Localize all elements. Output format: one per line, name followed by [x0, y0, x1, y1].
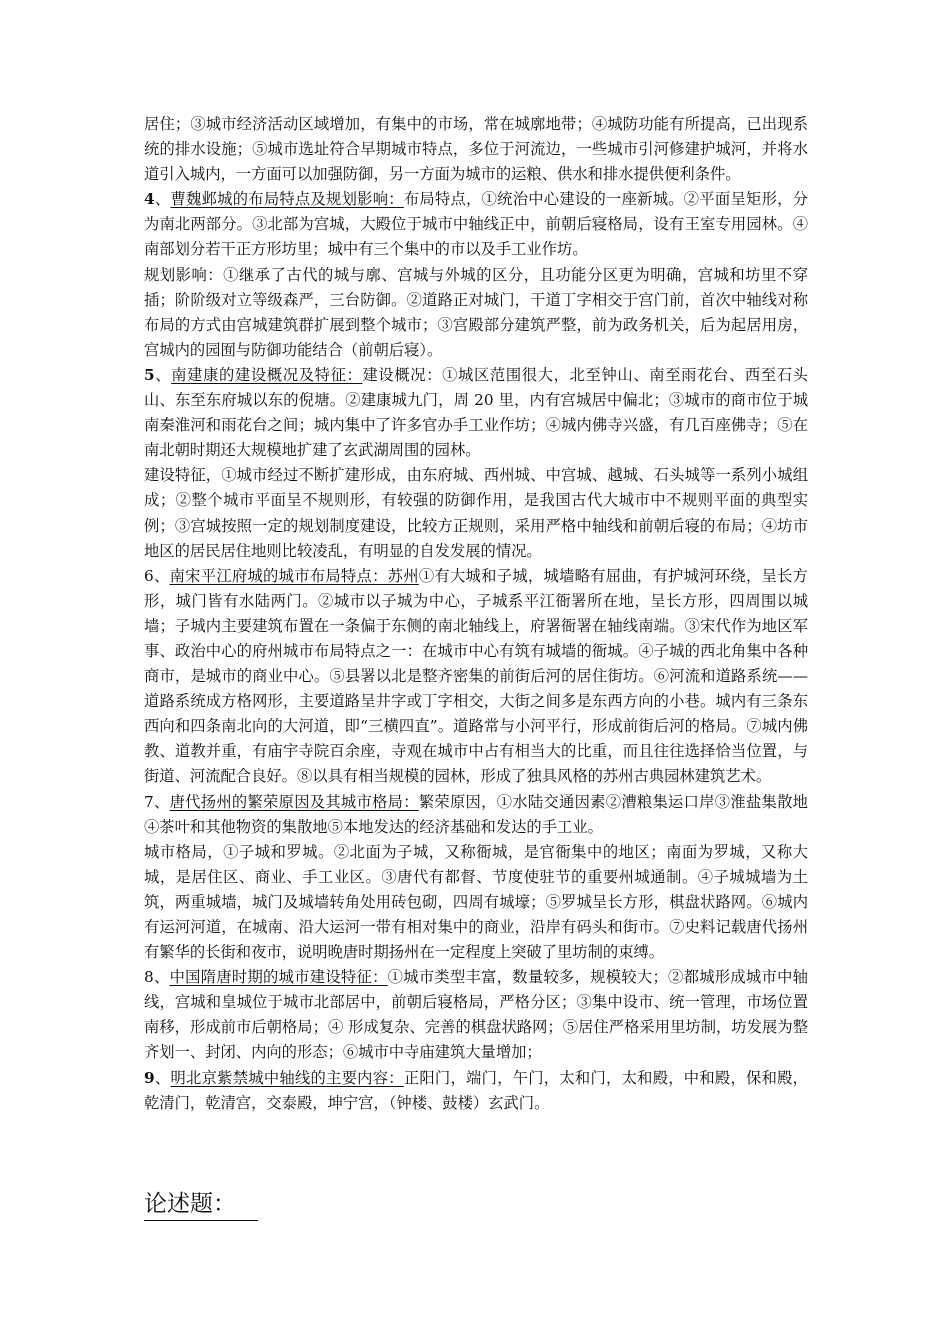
paragraph-7: 7、唐代扬州的繁荣原因及其城市格局：繁荣原因，①水陆交通因素②漕粮集运口岸③淮盐集散地④茶叶和其他物资的集散地⑤本地发达的经济基础和发达的手工业。: [144, 792, 808, 836]
paragraph-4-influence: [144, 263, 808, 363]
paragraph-text: 布局特点，①统治中心建设的一座新城。②平面呈矩形，分为南北两部分。③北部为宫城，大殿位于城市中轴线正中，前朝后寝格局，设有王室专用园林。④南部划分若干正方形坊里；城中有三个集中的市以及手工业作坊。: [144, 190, 808, 259]
paragraph-6: 6、南宋平江府城的城市布局特点：苏州①有大城和子城，城墙略有屈曲，有护城河环绕，呈长方形，城门皆有水陆两门。②城市以子城为中心，子城系平江衙署所在地，呈长方形，四周围以城墙；子城内主要建筑布置在一条偏于东侧的南北轴线上，府署衙署在轴线南端。③宋代作为地区军事、政治中心的府州城市布局特点之一：在城市中心有筑有城墙的衙城。④子城的西北角集中各种商市，是城市的商业中心。⑤县署以北是整齐密集的前街后河的居住街坊。⑥河流和道路系统——道路系统成方格网形，主要道路呈井字或丁字相交，大街之间多是东西方向的小巷。城内有三条东西向和四条南北向的大河道，即“三横四直”。道路常与小河平行，形成前街后河的格局。⑦城内佛教、道教并重，有庙宇寺院百余座，寺观在城市中占有相当大的比重，而且往往选择恰当位置，与街道、河流配合良好。⑧以具有相当规模的园林，形成了独具风格的苏州古典园林建筑艺术。: [144, 566, 808, 786]
paragraph-text: 居住；③城市经济活动区域增加，有集中的市场，常在城廓地带；④城防功能有所提高，已出现系统的排水设施；⑤城市选址符合早期城市特点，多位于河流边，一些城市引河修建护城河，并将水道引入城内，一方面可以加强防御，另一方面为城市的运粮、供水和排水提供便利条件。: [144, 115, 808, 184]
item-number: 6: [144, 566, 154, 585]
paragraph-5-features: [144, 463, 808, 563]
item-number: 9: [144, 1068, 155, 1087]
item-heading: 南建康的建设概况及特征：: [171, 365, 363, 384]
paragraph-3-continued: [144, 112, 808, 187]
paragraph-text: ①城市类型丰富，数量较多，规模较大；②都城形成城市中轴线，宫城和皇城位于城市北部居中，前朝后寝格局，严格分区；③集中设市、统一管理，市场位置南移，形成前市后朝格局；④ 形成复杂、完善的棋盘状路网；⑤居住严格采用里坊制，坊发展为整齐划一、封闭、内向的形态；⑥城市中寺庙建筑大量增加；: [144, 968, 808, 1062]
paragraph-4: 4、曹魏邺城的布局特点及规划影响：布局特点，①统治中心建设的一座新城。②平面呈矩形，分为南北两部分。③北部为宫城，大殿位于城市中轴线正中，前朝后寝格局，设有王室专用园林。④南部划分若干正方形坊里；城中有三个集中的市以及手工业作坊。: [144, 190, 808, 259]
paragraph-text: 繁荣原因，①水陆交通因素②漕粮集运口岸③淮盐集散地④茶叶和其他物资的集散地⑤本地发达的经济基础和发达的手工业。: [144, 792, 808, 836]
paragraph-7-layout: [144, 840, 808, 965]
paragraph-text: 城市格局，①子城和罗城。②北面为子城，又称衙城，是官衙集中的地区；南面为罗城，又称大城，是居住区、商业、手工业区。③唐代有都督、节度使驻节的重要州城通制。④子城城墙为土筑，两重城墙，城门及城墙转角处用砖包砌，四周有城壕；⑤罗城呈长方形，棋盘状路网。⑥城内有运河河道，在城南、沿大运河一带有相对集中的商业，沿岸有码头和街市。⑦史料记载唐代扬州有繁华的长街和夜市，说明晚唐时期扬州在一定程度上突破了里坊制的束缚。: [144, 842, 808, 962]
item-heading: 中国隋唐时期的城市建设特征：: [169, 968, 388, 987]
paragraph-9: 9、明北京紫禁城中轴线的主要内容：正阳门，端门，午门，太和门，太和殿，中和殿，保和殿，乾清门，乾清宫，交泰殿，坤宁宫，（钟楼、鼓楼）玄武门。: [144, 1068, 808, 1112]
paragraph-8: 8、中国隋唐时期的城市建设特征：①城市类型丰富，数量较多，规模较大；②都城形成城市中轴线，宫城和皇城位于城市北部居中，前朝后寝格局，严格分区；③集中设市、统一管理，市场位置南移，形成前市后朝格局；④ 形成复杂、完善的棋盘状路网；⑤居住严格采用里坊制，坊发展为整齐划一、封闭、内向的形态；⑥城市中寺庙建筑大量增加；: [144, 968, 808, 1062]
item-number: 7: [144, 792, 154, 811]
item-heading: 南宋平江府城的城市布局特点：苏州: [169, 566, 419, 585]
paragraph-5: 5、南建康的建设概况及特征：建设概况：①城区范围很大，北至钟山、南至雨花台、西至石头山、东至东府城以东的倪塘。②建康城九门，周 20 里，内有宫城居中偏北；③城市的商市位于城南秦淮河和雨花台之间；城内集中了许多官办手工业作坊；④城内佛寺兴盛，有几百座佛寺；⑤在南北朝时期还大规模地扩建了玄武湖周围的园林。: [144, 365, 808, 460]
item-heading: 唐代扬州的繁荣原因及其城市格局：: [169, 792, 419, 811]
paragraph-text: 建设概况：①城区范围很大，北至钟山、南至雨花台、西至石头山、东至东府城以东的倪塘。②建康城九门，周 20 里，内有宫城居中偏北；③城市的商市位于城南秦淮河和雨花台之间；城内集中了许多官办手工业作坊；④城内佛寺兴盛，有几百座佛寺；⑤在南北朝时期还大规模地扩建了玄武湖周围的园林。: [144, 365, 808, 460]
document-body: [144, 112, 808, 1116]
paragraph-text: 建设特征，①城市经过不断扩建形成，由东府城、西州城、中宫城、越城、石头城等一系列小城组成；②整个城市平面呈不规则形，有较强的防御作用，是我国古代大城市中不规则平面的典型实例；③宫城按照一定的规划制度建设，比较方正规则，采用严格中轴线和前朝后寝的布局；④坊市地区的居民居住地则比较凌乱，有明显的自发发展的情况。: [144, 466, 808, 560]
paragraph-text: ①有大城和子城，城墙略有屈曲，有护城河环绕，呈长方形，城门皆有水陆两门。②城市以子城为中心，子城系平江衙署所在地，呈长方形，四周围以城墙；子城内主要建筑布置在一条偏于东侧的南北轴线上，府署衙署在轴线南端。③宋代作为地区军事、政治中心的府州城市布局特点之一：在城市中心有筑有城墙的衙城。④子城的西北角集中各种商市，是城市的商业中心。⑤县署以北是整齐密集的前街后河的居住街坊。⑥河流和道路系统——道路系统成方格网形，主要道路呈井字或丁字相交，大街之间多是东西方向的小巷。城内有三条东西向和四条南北向的大河道，即“三横四直”。道路常与小河平行，形成前街后河的格局。⑦城内佛教、道教并重，有庙宇寺院百余座，寺观在城市中占有相当大的比重，而且往往选择恰当位置，与街道、河流配合良好。⑧以具有相当规模的园林，形成了独具风格的苏州古典园林建筑艺术。: [144, 566, 808, 786]
paragraph-text: 规划影响：①继承了古代的城与廓、宫城与外城的区分，且功能分区更为明确，宫城和坊里不穿插；阶阶级对立等级森严，三台防御。②道路正对城门，干道丁字相交于宫门前，首次中轴线对称布局的方式由宫城建筑群扩展到整个城市；③宫殿部分建筑严整，前为政务机关，后为起居用房，宫城内的园囿与防御功能结合（前朝后寝）。: [144, 265, 808, 359]
paragraph-text: 正阳门，端门，午门，太和门，太和殿，中和殿，保和殿，乾清门，乾清宫，交泰殿，坤宁宫，（钟楼、鼓楼）玄武门。: [144, 1068, 808, 1112]
section-heading-essay: 论述题：: [144, 1188, 258, 1221]
item-heading: 曹魏邺城的布局特点及规划影响：: [170, 190, 404, 209]
item-heading: 明北京紫禁城中轴线的主要内容：: [170, 1068, 404, 1087]
item-number: 5: [144, 365, 155, 384]
item-number: 4: [144, 190, 155, 209]
item-number: 8: [144, 968, 154, 987]
